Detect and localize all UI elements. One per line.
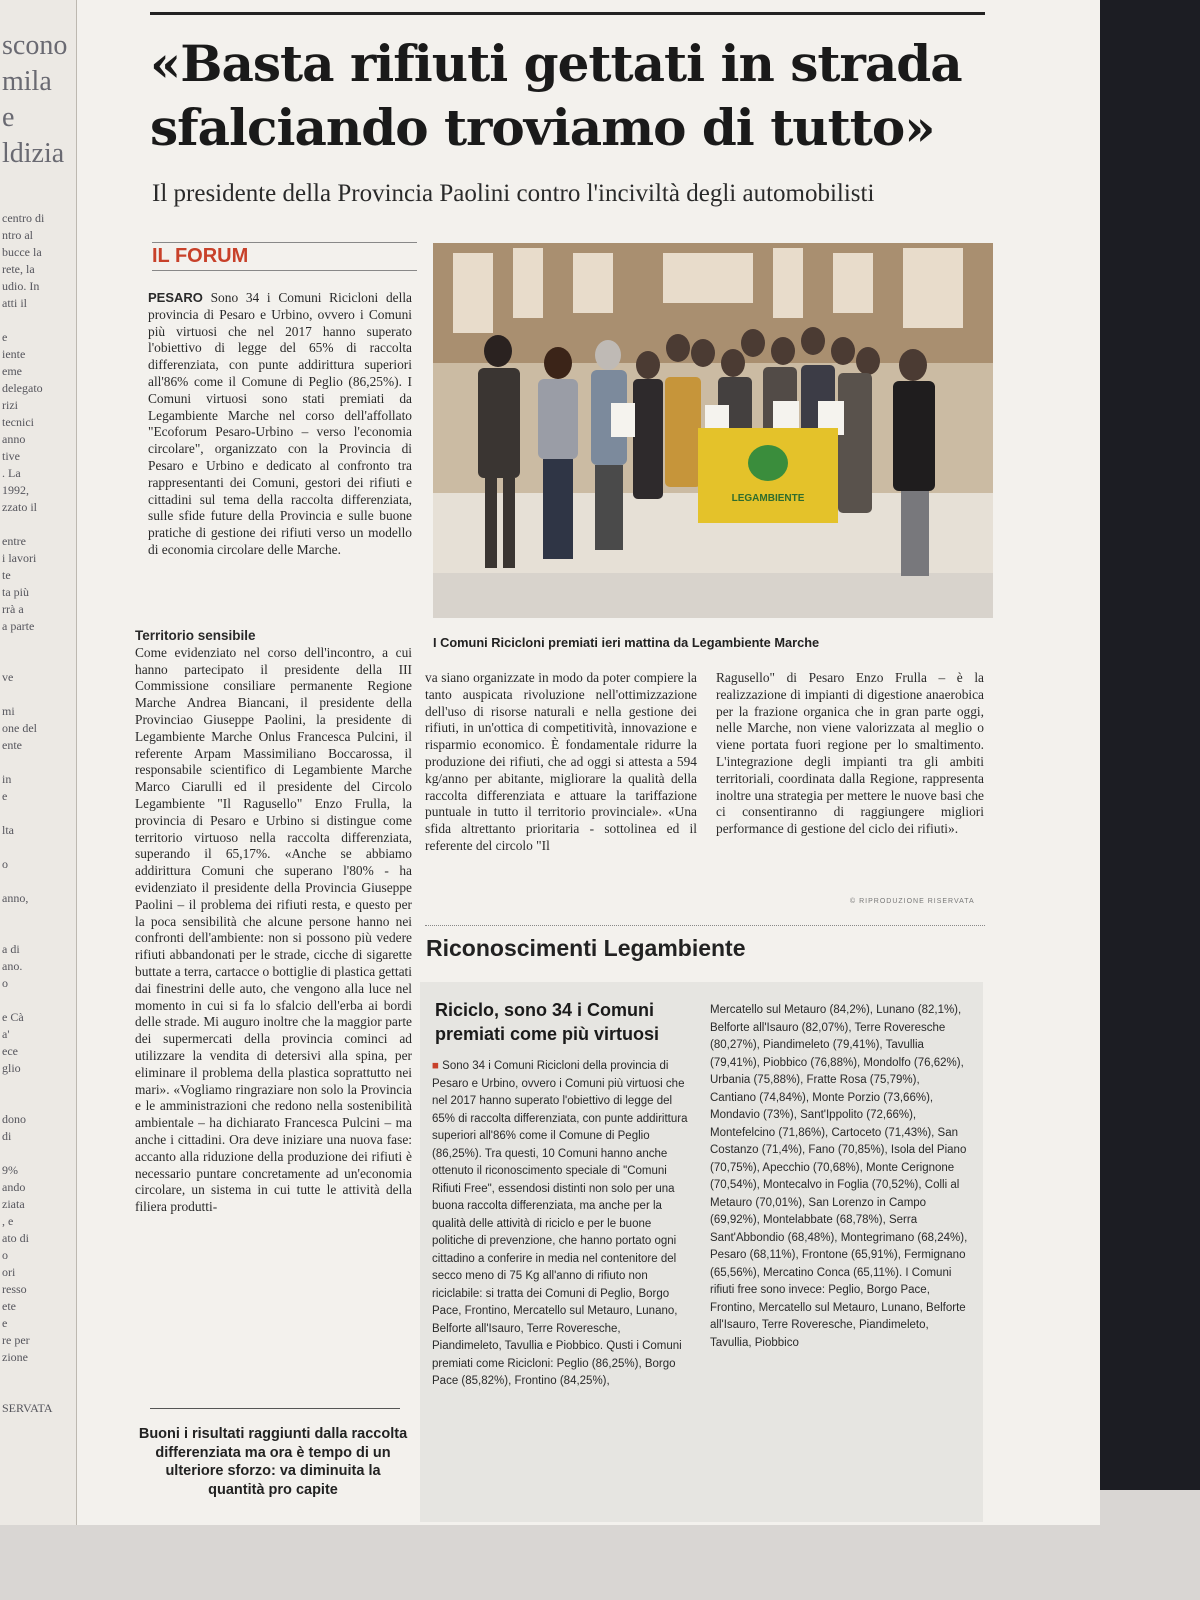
prev-page-line: iente	[2, 347, 26, 361]
prev-page-line: atti il	[2, 296, 27, 310]
prev-page-big-line: scono	[2, 30, 68, 61]
column1-body: Come evidenziato nel corso dell'incontro, a cui hanno partecipato il presidente della III Commissione consiliare permanente Regione Marche Andrea Biancani, il presidente della Provinciao Giuseppe Paolini, la presidente di Legambiente Marche Onlus Francesca Pulcini, il referente Arpam Massimiliano Boccarossa, il responsabile scientifico di Legambiente Marche Marco Ciarulli ed il presidente del Circolo Legambiente "Il Ragusello" Enzo Frulla, la provincia di Pesaro e Urbino si distingue come territorio virtuoso nella raccolta differenziata, superando il 65,17%. «Anche se abbiamo addirittura Comuni che superano l'80% - ha evidenziato il presidente della Provincia Giuseppe Paolini – il problema dei rifiuti resta, e questo per la poca sensibilità che alcune persone hanno nei confronti dell'ambiente: non si possono più vedere rifiuti abbandonati per le strade, cicche di sigarette buttate a terra, cartacce o bottiglie di plastica gettati dai finestrini delle auto, che vengono alla luce nel momento in cui si fa lo sfalcio dell'erba ai bordi delle strade. Mi auguro inoltre che la maggior parte dei supermercati della provincia cominci ad utilizzare la vendita di detersivi alla spina, per eliminare il problema della plastica soprattutto nei mari». «Vogliamo ringraziare non solo la Provincia e le amministrazioni che redono nella sostenibilità ambientale – ha dichiarato Francesca Pulcini – ma anche i cittadini. Ora deve iniziare una nuova fase: accanto alla riduzione della produzione dei rifiuti è necessario puntare concretamente ad un'economia circolare, un sistema in cui tutte le attività della filiera produtti-	[135, 644, 412, 1215]
svg-text:LEGAMBIENTE: LEGAMBIENTE	[731, 493, 805, 504]
box-divider	[425, 925, 985, 926]
prev-page-line: a parte	[2, 619, 35, 633]
prev-page-line: ntro al	[2, 228, 33, 242]
box-column1-text: Sono 34 i Comuni Ricicloni della provincia di Pesaro e Urbino, ovvero i Comuni più virtuosi che nel 2017 hanno superato l'obiettivo di legge del 65% di raccolta differenziata, con punte addirittura superiori all'86% come il Comune di Peglio (86,25%). Tra questi, 10 Comuni hanno anche ottenuto il riconoscimento speciale di "Comuni Rifiuti Free", essendosi distinti non solo per una buona raccolta differenziata, ma anche per la qualità delle attività di riciclo e per le buone politiche di prevenzione, che hanno portato ogni cittadino a conferire in media nel contenitore del secco meno di 75 Kg all'anno di rifiuto non riciclabile: si tratta dei Comuni di Peglio, Borgo Pace, Frontino, Mercatello sul Metauro, Lunano, Belforte all'Isauro, Terre Roveresche, Piandimeleto, Tavullia e Piobbico. Qusti i Comuni premiati come Ricicloni: Peglio (86,25%), Borgo Pace (85,82%), Frontino (84,25%),	[432, 1060, 688, 1387]
prev-page-line: a di	[2, 942, 20, 956]
prev-page-line: rizi	[2, 398, 18, 412]
prev-page-line: eme	[2, 364, 22, 378]
prev-page-line: ano.	[2, 959, 23, 973]
prev-page-line: re per	[2, 1333, 30, 1347]
prev-page-line: e	[2, 330, 8, 344]
prev-page-line: o	[2, 1248, 8, 1262]
prev-page-line	[0, 312, 76, 329]
prev-page-big-line: ldizia	[2, 138, 65, 169]
prev-page-line: 9%	[2, 1163, 18, 1177]
prev-page-line: glio	[2, 1061, 21, 1075]
copyright-notice: © RIPRODUZIONE RISERVATA	[850, 898, 975, 905]
legambiente-banner	[698, 428, 838, 523]
previous-page-strip	[0, 0, 77, 1525]
prev-page-line: anno	[2, 432, 26, 446]
prev-page-line: e	[2, 789, 8, 803]
prev-page-line: ato di	[2, 1231, 29, 1245]
headline: «Basta rifiuti gettati in strada sfalciando troviamo di tutto»	[150, 34, 962, 157]
prev-page-line	[0, 839, 76, 856]
box-column2-text: Mercatello sul Metauro (84,2%), Lunano (82,1%), Belforte all'Isauro (82,07%), Terre Roveresche (80,27%), Piandimeleto (79,41%), Tavullia (79,41%), Piobbico (76,88%), Mondolfo (76,62%), Urbania (75,88%), Fratte Rosa (75,79%), Cantiano (74,84%), Monte Porzio (73,66%), Mondavio (73%), Sant'Ippolito (72,66%), Montefelcino (71,86%), Cartoceto (71,43%), San Costanzo (71,4%), Fano (70,85%), Isola del Piano (70,75%), Apecchio (70,68%), Monte Cerignone (70,54%), Montecalvo in Foglia (70,52%), Colli al Metauro (70,01%), San Lorenzo in Campo (69,92%), Montelabbate (68,78%), Serra Sant'Abbondio (68,48%), Montegrimano (68,24%), Pesaro (68,11%), Frontone (65,91%), Fermignano (65,56%), Mercatino Conca (65,11%). I Comuni rifiuti free sono invece: Peglio, Borgo Pace, Frontino, Mercatello sul Metauro, Lunano, Belforte all'Isauro, Terre Roveresche, Piandimeleto, Tavullia, Piobbico	[710, 1004, 968, 1349]
prev-page-line: rete, la	[2, 262, 35, 276]
article-column-3	[716, 670, 984, 838]
top-rule	[150, 12, 985, 15]
prev-page-line: e Cà	[2, 1010, 24, 1024]
prev-page-line	[0, 1366, 76, 1383]
prev-page-line: mi	[2, 704, 15, 718]
prev-page-line	[0, 1145, 76, 1162]
pullquote-rule	[150, 1408, 400, 1409]
prev-page-line	[0, 924, 76, 941]
prev-page-line: rrà a	[2, 602, 24, 616]
prev-page-line: te	[2, 568, 11, 582]
rubric-label: IL FORUM	[152, 242, 417, 271]
prev-page-line	[0, 873, 76, 890]
prev-page-big-line: e	[2, 102, 15, 133]
prev-page-line	[0, 516, 76, 533]
previous-page-headline	[0, 28, 76, 172]
prev-page-line: ziata	[2, 1197, 25, 1211]
column3-body: Ragusello" di Pesaro Enzo Frulla – è la realizzazione di impianti di digestione anaerobica per la frazione organica che in gran parte oggi, nelle Marche, non viene valorizzata al meglio o viene portata fuori regione per lo smaltimento. L'integrazione degli impianti tra gli ambiti territoriali, coordinata dalla Regione, rappresenta inoltre una strategia per mettere le nuove basi che ci consentiranno di raggiungere migliori performance di gestione del ciclo dei rifiuti».	[716, 670, 984, 837]
intro-text: Sono 34 i Comuni Ricicloni della provincia di Pesaro e Urbino, ovvero i Comuni più virtuosi che nel 2017 hanno superato l'obiettivo di legge del 65% di raccolta differenziata, con punte addirittura superiori all'86% come il Comune di Peglio (86,25%). I Comuni virtuosi sono stati premiati da Legambiente Marche nel corso dell'affollato "Ecoforum Pesaro-Urbino – verso l'economia circolare", organizzato con la Provincia di Pesaro e Urbino e dedicato al confronto tra rappresentanti dei Comuni, gestori dei rifiuti e cittadini sul tema della raccolta differenziata, sulle sfide future della Provincia e sulle buone pratiche di gestione dei rifiuti verso un modello di economia circolare delle Marche.	[148, 290, 412, 557]
photo-caption: I Comuni Ricicloni premiati ieri mattina da Legambiente Marche	[433, 635, 820, 650]
prev-page-line: i lavori	[2, 551, 37, 565]
prev-page-line: dono	[2, 1112, 26, 1126]
prev-page-line: zzato il	[2, 500, 37, 514]
prev-page-line	[0, 1094, 76, 1111]
prev-page-line	[0, 635, 76, 652]
prev-page-line: ete	[2, 1299, 16, 1313]
box-headline: Riciclo, sono 34 i Comuni premiati come più virtuosi	[435, 1000, 660, 1044]
prev-page-line: a'	[2, 1027, 10, 1041]
prev-page-line: one del	[2, 721, 37, 735]
prev-page-line: anno,	[2, 891, 29, 905]
prev-page-line	[0, 652, 76, 669]
article-column-2	[425, 670, 697, 855]
prev-page-line: centro di	[2, 211, 45, 225]
subtitle: Il presidente della Provincia Paolini contro l'inciviltà degli automobilisti	[152, 180, 875, 207]
prev-page-line	[0, 1383, 76, 1400]
article-column-1b	[135, 628, 412, 1216]
article-column-1	[148, 290, 412, 559]
prev-page-line: 1992,	[2, 483, 29, 497]
prev-page-big-line: mila	[2, 66, 52, 97]
bullet-icon: ■	[432, 1060, 439, 1072]
prev-page-line: di	[2, 1129, 12, 1143]
prev-page-line: udio. In	[2, 279, 40, 293]
prev-page-line: ve	[2, 670, 14, 684]
prev-page-line: o	[2, 976, 8, 990]
prev-page-line	[0, 754, 76, 771]
background-dark	[1090, 0, 1200, 1600]
prev-page-line: o	[2, 857, 8, 871]
prev-page-line: lta	[2, 823, 14, 837]
prev-page-line	[0, 1077, 76, 1094]
box-column-2	[710, 1002, 968, 1352]
prev-page-line: bucce la	[2, 245, 42, 259]
prev-page-line: zione	[2, 1350, 28, 1364]
prev-page-line: in	[2, 772, 12, 786]
prev-page-line	[0, 805, 76, 822]
prev-page-line: ori	[2, 1265, 16, 1279]
prev-page-line: SERVATA	[2, 1401, 53, 1415]
pullquote: Buoni i risultati raggiunti dalla raccolta differenziata ma ora è tempo di un ulteriore sforzo: va diminuita la quantità pro capite	[138, 1426, 408, 1498]
section-heading: Territorio sensibile	[135, 628, 256, 643]
prev-page-line	[0, 992, 76, 1009]
column2-body: va siano organizzate in modo da poter compiere la tanto auspicata rivoluzione nell'ottimizzazione dell'uso di risorse naturali e nella gestione dei rifiuti, in un'ottica di competitività, innovazione e risparmio economico. È fondamentale ridurre la produzione dei rifiuti, che ad oggi si attesta a 594 kg/anno per abitante, migliorare la qualità della raccolta differenziata e attuare la tariffazione puntuale in tutto il territorio provinciale». «Una sfida altrettanto prioritaria - sottolinea ed il referente del circolo "Il	[425, 670, 697, 853]
previous-page-text	[0, 210, 76, 1417]
prev-page-line: . La	[2, 466, 21, 480]
box-title: Riconoscimenti Legambiente	[426, 935, 746, 961]
prev-page-line: , e	[2, 1214, 14, 1228]
group-photo	[433, 243, 993, 618]
prev-page-line: ente	[2, 738, 22, 752]
prev-page-line	[0, 686, 76, 703]
box-column-1	[432, 1058, 690, 1391]
prev-page-line: delegato	[2, 381, 43, 395]
prev-page-line: ando	[2, 1180, 26, 1194]
dateline: PESARO	[148, 290, 203, 305]
prev-page-line	[0, 907, 76, 924]
prev-page-line: ece	[2, 1044, 18, 1058]
prev-page-line: e	[2, 1316, 8, 1330]
photo-illustration	[433, 243, 993, 618]
prev-page-line: resso	[2, 1282, 27, 1296]
prev-page-line: tive	[2, 449, 20, 463]
prev-page-line: ta più	[2, 585, 29, 599]
prev-page-line: tecnici	[2, 415, 34, 429]
prev-page-line: entre	[2, 534, 26, 548]
